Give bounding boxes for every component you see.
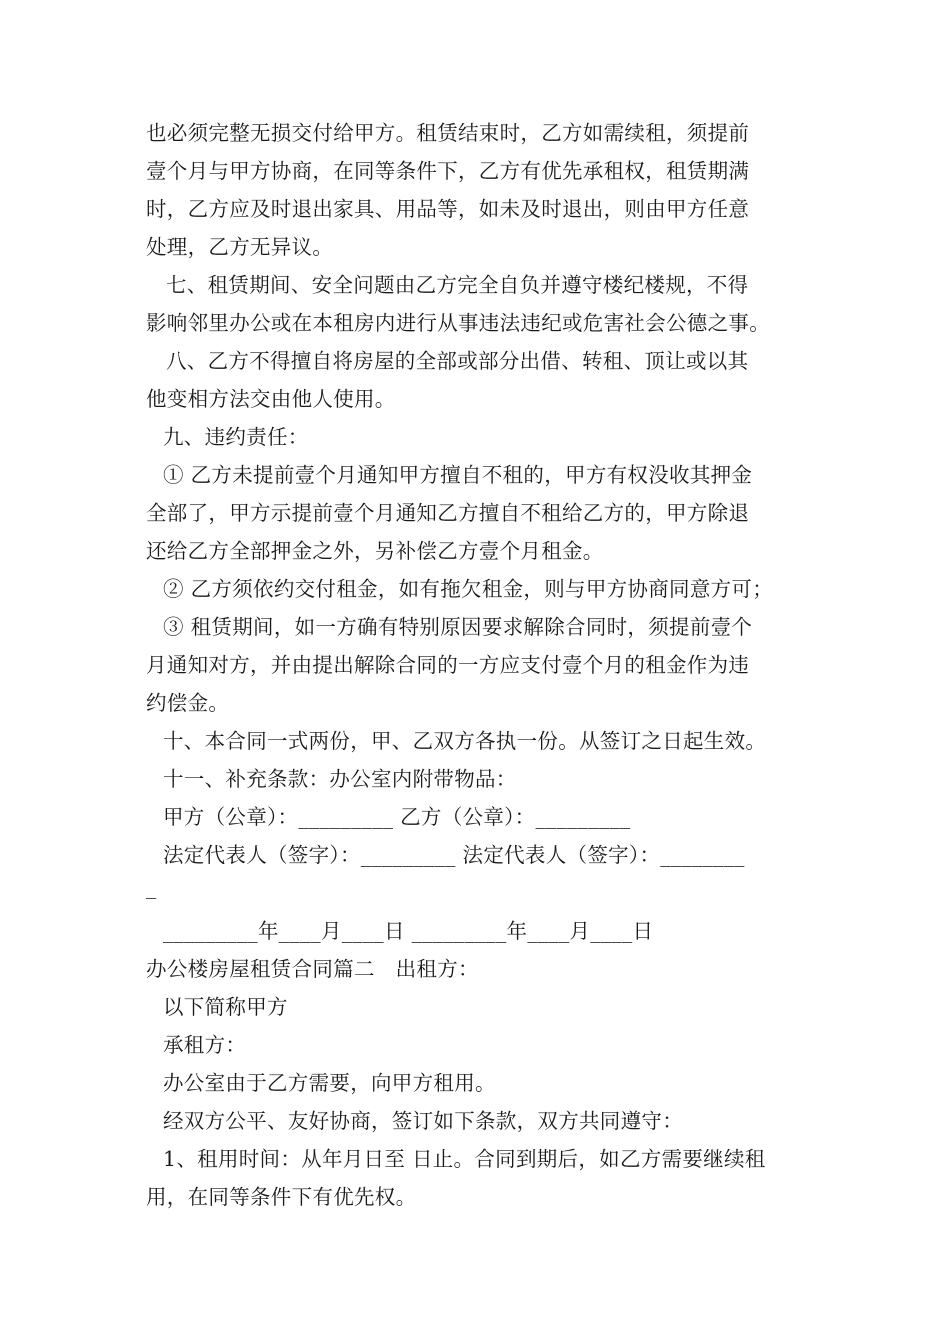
sub-clause-3-line: ③ 租赁期间，如一方确有特别原因要求解除合同时，须提前壹个: [163, 615, 753, 639]
text-line: 处理，乙方无异议。: [146, 235, 334, 259]
clause-ten-line: 十、本合同一式两份，甲、乙双方各执一份。从签订之日起生效。: [163, 729, 767, 753]
text-line: 用，在同等条件下有优先权。: [146, 1185, 417, 1209]
section-two-heading: 办公楼房屋租赁合同篇二 出租方：: [146, 957, 479, 981]
text-line: 以下简称甲方: [163, 995, 288, 1019]
text-line: 壹个月与甲方协商，在同等条件下，乙方有优先承租权，租赁期满: [146, 159, 750, 183]
text-line: 影响邻里办公或在本租房内进行从事违法违纪或危害社会公德之事。: [146, 311, 770, 335]
text-line: 经双方公平、友好协商，签订如下条款，双方共同遵守：: [163, 1109, 683, 1133]
date-line: _________年____月____日 _________年____月____日: [163, 919, 654, 943]
text-line: 全部了，甲方示提前壹个月通知乙方擅自不租给乙方的，甲方除退: [146, 501, 750, 525]
text-line: 也必须完整无损交付给甲方。租赁结束时，乙方如需续租，须提前: [146, 121, 750, 145]
text-line: 时，乙方应及时退出家具、用品等，如未及时退出，则由甲方任意: [146, 197, 750, 221]
text-line: 约偿金。: [146, 691, 230, 715]
clause-1-line: 1、租用时间：从年月日至 日止。合同到期后，如乙方需要继续租: [163, 1147, 766, 1171]
sub-clause-2-line: ② 乙方须依约交付租金，如有拖欠租金，则与甲方协商同意方可；: [163, 577, 774, 601]
underscore-overflow: _: [146, 875, 157, 899]
text-line: 办公室由于乙方需要，向甲方租用。: [163, 1071, 496, 1095]
text-line: 还给乙方全部押金之外，另补偿乙方壹个月租金。: [146, 539, 604, 563]
clause-seven-line: 七、租赁期间、安全问题由乙方完全自负并遵守楼纪楼规，不得: [166, 273, 749, 297]
text-line: 承租方：: [163, 1033, 247, 1057]
text-line: 月通知对方，并由提出解除合同的一方应支付壹个月的租金作为违: [146, 653, 750, 677]
clause-eleven-line: 十一、补充条款：办公室内附带物品：: [163, 767, 517, 791]
sub-clause-1-line: ① 乙方未提前壹个月通知甲方擅自不租的，甲方有权没收其押金: [163, 463, 753, 487]
representative-signature-line: 法定代表人（签字）：_________ 法定代表人（签字）：________: [163, 843, 745, 867]
text-line: 他变相方法交由他人使用。: [146, 387, 396, 411]
party-seal-line: 甲方（公章）：_________ 乙方（公章）：_________: [163, 805, 631, 829]
clause-nine-heading: 九、违约责任：: [163, 425, 309, 449]
clause-eight-line: 八、乙方不得擅自将房屋的全部或部分出借、转租、顶让或以其: [166, 349, 749, 373]
